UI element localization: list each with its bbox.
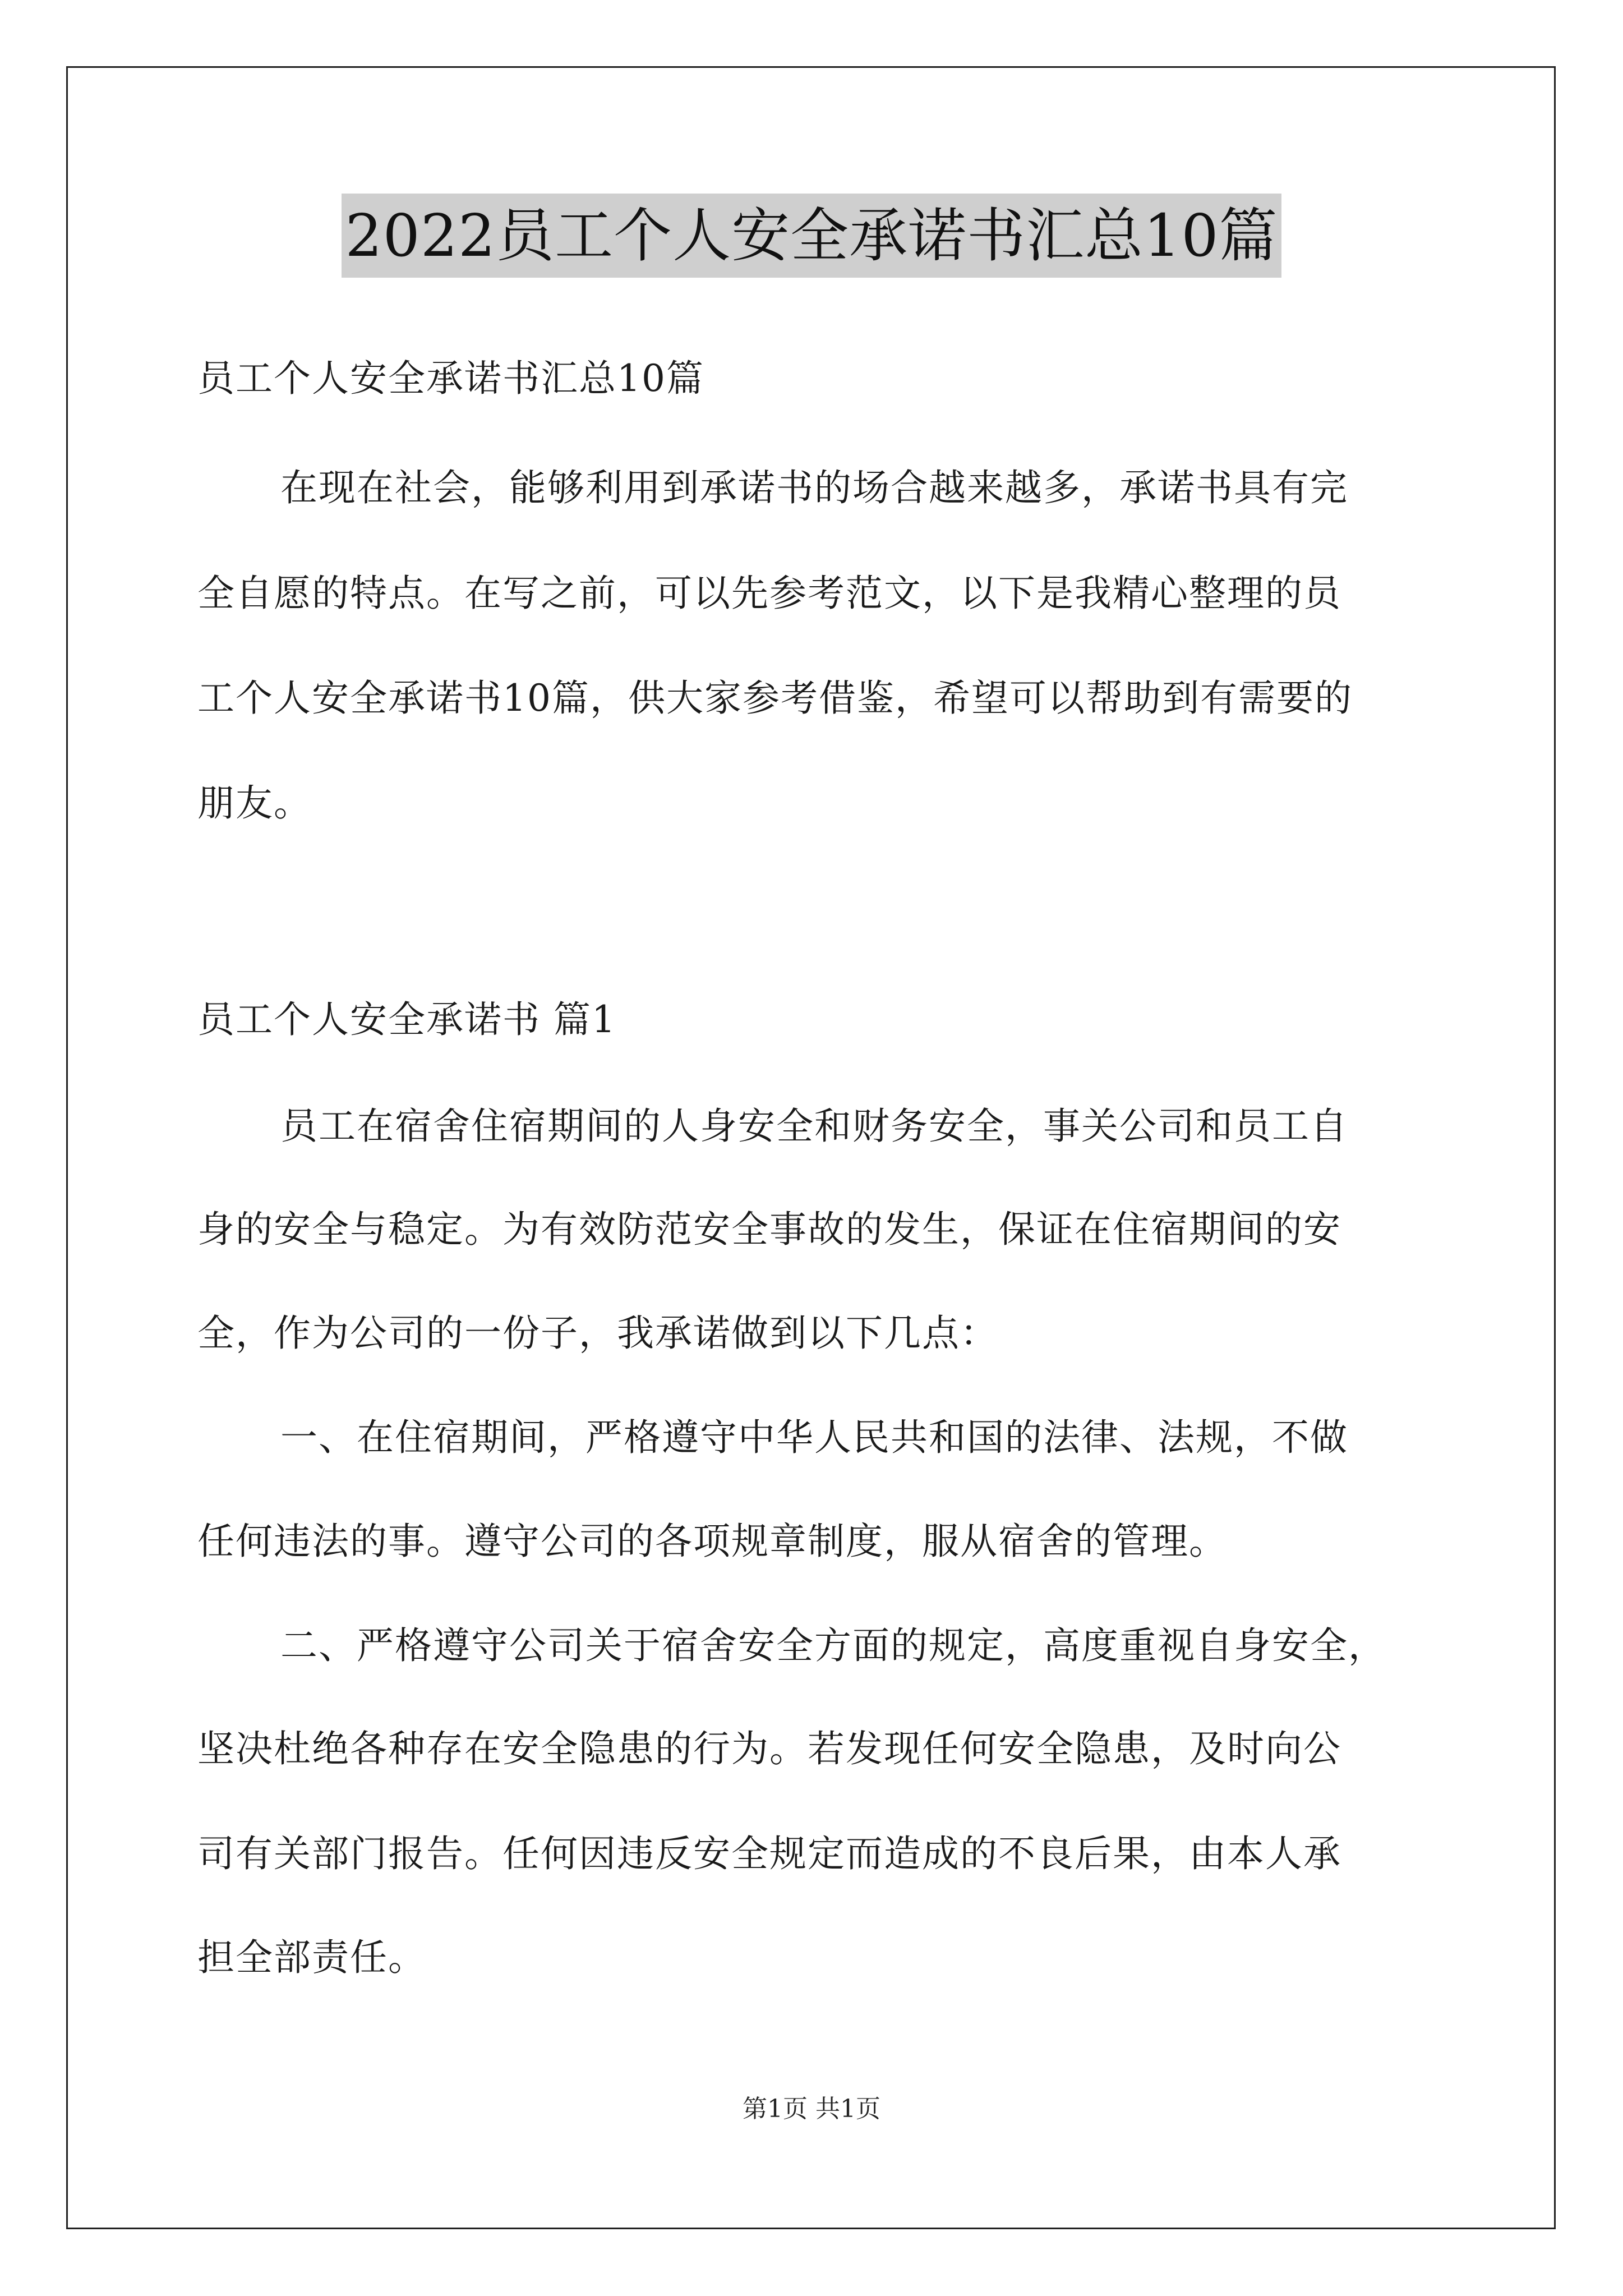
intro-line-3: 工个人安全承诺书10篇，供大家参考借鉴，希望可以帮助到有需要的 xyxy=(197,677,1353,720)
section-line-4: 一、在住宿期间，严格遵守中华人民共和国的法律、法规，不做 xyxy=(280,1416,1348,1459)
section-line-9: 担全部责任。 xyxy=(197,1936,426,1979)
section-line-5: 任何违法的事。遵守公司的各项规章制度，服从宿舍的管理。 xyxy=(197,1520,1227,1563)
document-title: 2022员工个人安全承诺书汇总10篇 xyxy=(342,194,1281,278)
section-line-1: 员工在宿舍住宿期间的人身安全和财务安全，事关公司和员工自 xyxy=(280,1105,1348,1148)
section-heading: 员工个人安全承诺书 篇1 xyxy=(197,998,616,1041)
section-line-3: 全，作为公司的一份子，我承诺做到以下几点： xyxy=(197,1312,998,1355)
section-line-6: 二、严格遵守公司关于宿舍安全方面的规定，高度重视自身安全， xyxy=(280,1624,1386,1667)
document-subtitle: 员工个人安全承诺书汇总10篇 xyxy=(197,357,704,400)
intro-line-2: 全自愿的特点。在写之前，可以先参考范文，以下是我精心整理的员 xyxy=(197,572,1341,615)
intro-line-4: 朋友。 xyxy=(197,781,312,825)
page-footer: 第1页 共1页 xyxy=(743,2095,880,2123)
intro-line-1: 在现在社会，能够利用到承诺书的场合越来越多，承诺书具有完 xyxy=(280,466,1348,509)
section-line-8: 司有关部门报告。任何因违反安全规定而造成的不良后果，由本人承 xyxy=(197,1832,1341,1875)
section-line-7: 坚决杜绝各种存在安全隐患的行为。若发现任何安全隐患，及时向公 xyxy=(197,1727,1341,1770)
section-line-2: 身的安全与稳定。为有效防范安全事故的发生，保证在住宿期间的安 xyxy=(197,1208,1341,1251)
title-container xyxy=(0,194,1623,278)
